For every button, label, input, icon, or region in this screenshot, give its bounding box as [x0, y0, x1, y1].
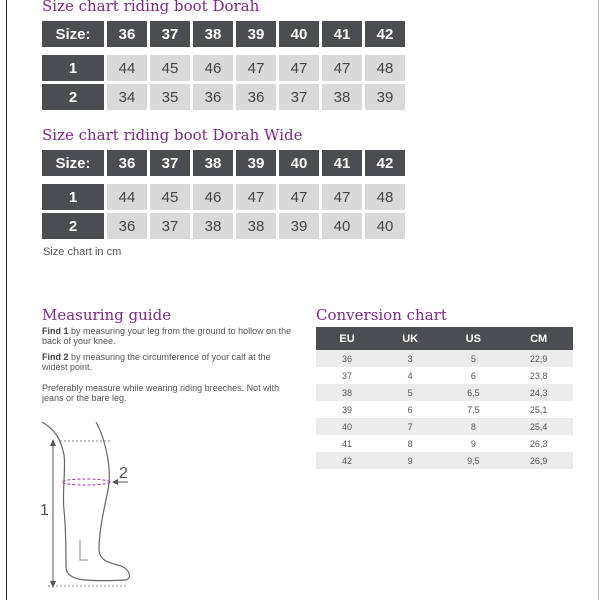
- table-cell: 9: [470, 438, 476, 449]
- table-cell: 44: [107, 184, 147, 210]
- header-cell: 40: [279, 21, 319, 47]
- table-cell: 5: [378, 384, 442, 401]
- table-row: [316, 384, 573, 401]
- header-cell: Size:: [42, 21, 104, 47]
- header-cell: 36: [107, 150, 147, 176]
- table-cell: 47: [322, 55, 362, 81]
- table-cell: 38: [193, 213, 233, 239]
- table-row: [42, 213, 405, 239]
- table-row: [316, 452, 573, 469]
- conversion-header-row: [316, 327, 573, 350]
- table-cell: 9,5: [442, 452, 504, 469]
- header-cell: 42: [365, 21, 405, 47]
- table-cell: 44: [107, 55, 147, 81]
- table-cell: 9: [378, 452, 442, 469]
- header-cell: 39: [236, 150, 276, 176]
- header-cell: 37: [150, 150, 190, 176]
- table-cell: 45: [150, 55, 190, 81]
- header-cell: 38: [193, 150, 233, 176]
- table-cell: 46: [193, 184, 233, 210]
- header-cell: 39: [236, 21, 276, 47]
- table-cell: 47: [279, 184, 319, 210]
- table-row: [42, 184, 405, 210]
- measure-label-1: 1: [40, 502, 49, 519]
- table-cell: 26,3: [529, 438, 548, 449]
- table-cell: 39: [365, 84, 405, 110]
- header-cell: UK: [378, 327, 442, 350]
- table-cell: 39: [342, 404, 353, 415]
- conversion-chart-table: [316, 327, 573, 469]
- header-cell: US: [442, 327, 504, 350]
- table-cell: 46: [193, 55, 233, 81]
- header-cell: 36: [107, 21, 147, 47]
- page-border-left: [6, 0, 7, 600]
- table-cell: 6,5: [442, 384, 504, 401]
- measuring-guide-title: Measuring guide: [42, 306, 172, 324]
- table-row: [42, 84, 405, 110]
- table-cell: 25,4: [504, 418, 573, 435]
- table-cell: 26,9: [504, 452, 573, 469]
- row-label: 2: [42, 213, 104, 239]
- header-cell: 38: [193, 21, 233, 47]
- find1-text: by measuring your leg from the ground to hollow on the back of your knee.: [42, 326, 292, 346]
- table-row: [316, 401, 573, 418]
- find1-label: Find 1: [42, 326, 69, 336]
- table-cell: 8: [407, 438, 413, 449]
- row-label: 2: [42, 84, 104, 110]
- table-cell: 48: [365, 55, 405, 81]
- row-label: 1: [42, 55, 104, 81]
- table-cell: 48: [365, 184, 405, 210]
- size-chart-table: [39, 18, 408, 113]
- table-cell: 37: [279, 84, 319, 110]
- header-cell: 41: [322, 21, 362, 47]
- table-row: [316, 435, 573, 452]
- table-cell: 41: [342, 438, 353, 449]
- table-cell: 42: [316, 452, 378, 469]
- table-row: [316, 367, 573, 384]
- table-cell: 7,5: [467, 404, 480, 415]
- table-cell: 5: [442, 350, 504, 367]
- table-cell: 47: [279, 55, 319, 81]
- table-cell: 47: [236, 55, 276, 81]
- header-cell: 41: [322, 150, 362, 176]
- table-cell: 47: [236, 184, 276, 210]
- header-cell: CM: [504, 327, 573, 350]
- find2-text: by measuring the circumference of your calf at the widest point.: [42, 352, 271, 372]
- table-row: [316, 418, 573, 435]
- header-cell: Size:: [42, 150, 104, 176]
- table-cell: 45: [150, 184, 190, 210]
- table-cell: 39: [279, 213, 319, 239]
- table-cell: 3: [378, 350, 442, 367]
- table-cell: 7: [378, 418, 442, 435]
- table-cell: 40: [322, 213, 362, 239]
- table-cell: 36: [107, 213, 147, 239]
- measure-label-2: 2: [119, 465, 128, 482]
- table-cell: 40: [316, 418, 378, 435]
- table-cell: 25,1: [529, 404, 548, 415]
- table-cell: 36: [193, 84, 233, 110]
- leg-measuring-diagram: [36, 410, 136, 590]
- header-cell: 42: [365, 150, 405, 176]
- table-cell: 38: [236, 213, 276, 239]
- size-chart-wide-table: [39, 147, 408, 242]
- measuring-guide-find2: [42, 352, 292, 372]
- page-border-right: [598, 0, 599, 600]
- measuring-guide-preference: Preferably measure while wearing riding breeches. Not with jeans or the bare leg.: [42, 383, 280, 403]
- table-cell: 23,8: [529, 370, 548, 381]
- table-cell: 36: [236, 84, 276, 110]
- table-row: [316, 350, 573, 367]
- header-cell: EU: [316, 327, 378, 350]
- calf-circumference-line: [62, 479, 110, 485]
- table-cell: 40: [365, 213, 405, 239]
- row-label: 1: [42, 184, 104, 210]
- find2-label: Find 2: [42, 352, 69, 362]
- table-cell: 36: [316, 350, 378, 367]
- table-cell: 4: [407, 370, 413, 381]
- table-cell: 37: [150, 213, 190, 239]
- header-cell: 37: [150, 21, 190, 47]
- table-cell: 22,9: [504, 350, 573, 367]
- size-chart-note: Size chart in cm: [43, 246, 122, 258]
- measuring-guide-find1: [42, 326, 292, 346]
- size-chart-header-row: [42, 21, 405, 47]
- table-cell: 6: [470, 370, 476, 381]
- table-cell: 38: [316, 384, 378, 401]
- table-cell: 47: [322, 184, 362, 210]
- table-cell: 37: [342, 370, 353, 381]
- table-cell: 8: [442, 418, 504, 435]
- header-cell: 40: [279, 150, 319, 176]
- table-cell: 34: [107, 84, 147, 110]
- table-cell: 6: [407, 404, 413, 415]
- table-row: [42, 55, 405, 81]
- size-chart-header-row: [42, 150, 405, 176]
- conversion-chart-title: Conversion chart: [316, 306, 447, 324]
- table-cell: 38: [322, 84, 362, 110]
- table-cell: 35: [150, 84, 190, 110]
- table-cell: 24,3: [504, 384, 573, 401]
- size-chart-title: Size chart riding boot Dorah: [42, 0, 260, 15]
- size-chart-wide-title: Size chart riding boot Dorah Wide: [42, 126, 303, 144]
